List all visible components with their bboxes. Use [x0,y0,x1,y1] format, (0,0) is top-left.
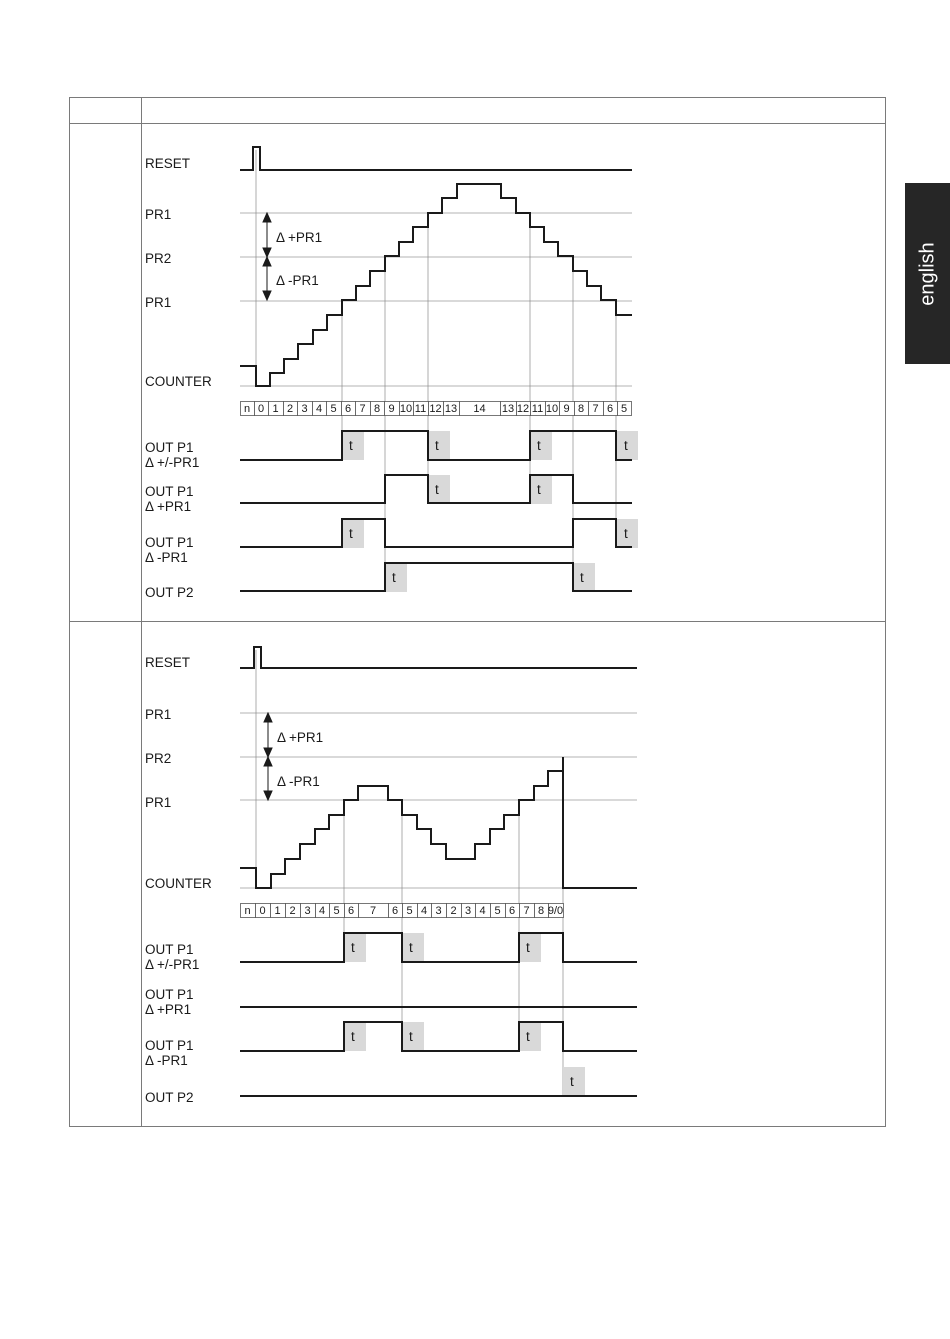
tick-label: 9 [388,403,395,415]
timer-label: t [435,482,439,497]
reset-label: RESET [145,655,191,670]
out3-label-line1: OUT P1 [145,1038,194,1053]
out2-label-line1: OUT P1 [145,987,194,1002]
tick-label: 3 [304,905,311,917]
tick-label: 1 [272,403,279,415]
tick-label: 8 [577,403,585,415]
counter-label: COUNTER [145,876,212,891]
timer-label: t [349,438,353,453]
tick-label: n [243,403,251,415]
tick-label: 8 [537,905,545,917]
out3-label-line2: Δ -PR1 [145,550,188,565]
timer-label: t [409,940,413,955]
counter-ticks [241,904,564,918]
tick-label: 6 [344,403,352,415]
tick-label: 14 [473,403,486,415]
pr1-bottom-label: PR1 [145,295,172,310]
out1-label-line2: Δ +/-PR1 [145,455,200,470]
tick-label: 5 [333,905,340,917]
pr2-label: PR2 [145,251,172,266]
timer-label: t [537,482,541,497]
delta-arrows [264,713,272,800]
tick-label: 13 [444,403,458,415]
tick-label: 5 [620,403,628,415]
tick-label: 3 [464,905,472,917]
delta-plus-label: Δ +PR1 [277,730,324,745]
timer-label: t [392,570,396,585]
timer-label: t [537,438,541,453]
reset-label: RESET [145,156,191,171]
tick-label: n [244,905,251,917]
tick-label: 2 [450,905,457,917]
timer-label: t [526,940,530,955]
timer-label: t [570,1074,574,1089]
timer-label: t [351,940,355,955]
tick-label: 7 [369,905,377,917]
timer-label: t [526,1029,530,1044]
tick-label: 4 [315,403,323,415]
table-frame [70,98,886,1127]
tick-label: 11 [531,403,544,415]
out3-label-line1: OUT P1 [145,535,194,550]
tick-label: 10 [399,403,413,415]
delta-arrows [263,213,271,300]
tick-label: 4 [420,905,428,917]
tick-label: 3 [435,905,442,917]
tick-label: 10 [545,403,559,415]
out4-signal [240,563,632,591]
out1-signal [240,933,637,962]
out2-label-line2: Δ +PR1 [145,499,192,514]
tick-label: 2 [286,403,294,415]
timer-label: t [351,1029,355,1044]
tick-label: 3 [301,403,308,415]
counter-ticks [241,402,632,416]
tick-label: 7 [523,905,530,917]
tick-label: 6 [391,905,399,917]
out3-label-line2: Δ -PR1 [145,1053,188,1068]
timer-boxes [342,431,638,592]
signals [240,647,637,1096]
out3-signal [240,1022,637,1051]
out4-label-line1: OUT P2 [145,585,194,600]
tick-label: 4 [318,905,326,917]
out2-label-line1: OUT P1 [145,484,194,499]
reset-signal [240,147,632,170]
delta-plus-label: Δ +PR1 [276,230,323,245]
tick-label: 5 [330,403,337,415]
tick-label: 4 [479,905,486,917]
tick-label: 8 [373,403,381,415]
pr1-top-label: PR1 [145,707,172,722]
diagram-2 [145,647,637,1105]
timer-label: t [435,438,439,453]
timer-label: t [624,526,628,541]
tick-label: 1 [274,905,281,917]
pr2-label: PR2 [145,751,172,766]
delta-minus-label: Δ -PR1 [276,273,319,288]
pr1-bottom-label: PR1 [145,795,172,810]
counter-label: COUNTER [145,374,212,389]
tick-label: 7 [592,403,599,415]
tick-label: 0 [257,403,265,415]
tick-label: 6 [347,905,355,917]
tick-label: 6 [606,403,614,415]
timer-label: t [409,1029,413,1044]
timer-label: t [624,438,628,453]
tick-label: 12 [429,403,442,415]
guide-lines [256,150,616,590]
tick-label: 13 [501,403,515,415]
out1-label-line1: OUT P1 [145,440,194,455]
diagram-1 [145,147,638,600]
tick-label: 7 [359,403,366,415]
language-tab-label: english [916,241,938,306]
out2-label-line2: Δ +PR1 [145,1002,192,1017]
tick-label: 5 [406,905,413,917]
out1-label-line1: OUT P1 [145,942,194,957]
tick-label: 5 [494,905,501,917]
tick-label: 6 [508,905,516,917]
timer-label: t [580,570,584,585]
reset-signal [240,647,637,668]
tick-label: 2 [289,905,296,917]
tick-label: 9 [563,403,570,415]
tick-label: 11 [414,403,427,415]
tick-label: 0 [259,905,266,917]
out1-label-line2: Δ +/-PR1 [145,957,200,972]
pr1-top-label: PR1 [145,207,172,222]
out3-signal [240,519,632,547]
timer-boxes [344,933,585,1096]
tick-label: 12 [516,403,530,415]
tick-label: 9/0 [547,905,564,917]
delta-minus-label: Δ -PR1 [277,774,320,789]
out4-label-line1: OUT P2 [145,1090,194,1105]
timer-label: t [349,526,353,541]
